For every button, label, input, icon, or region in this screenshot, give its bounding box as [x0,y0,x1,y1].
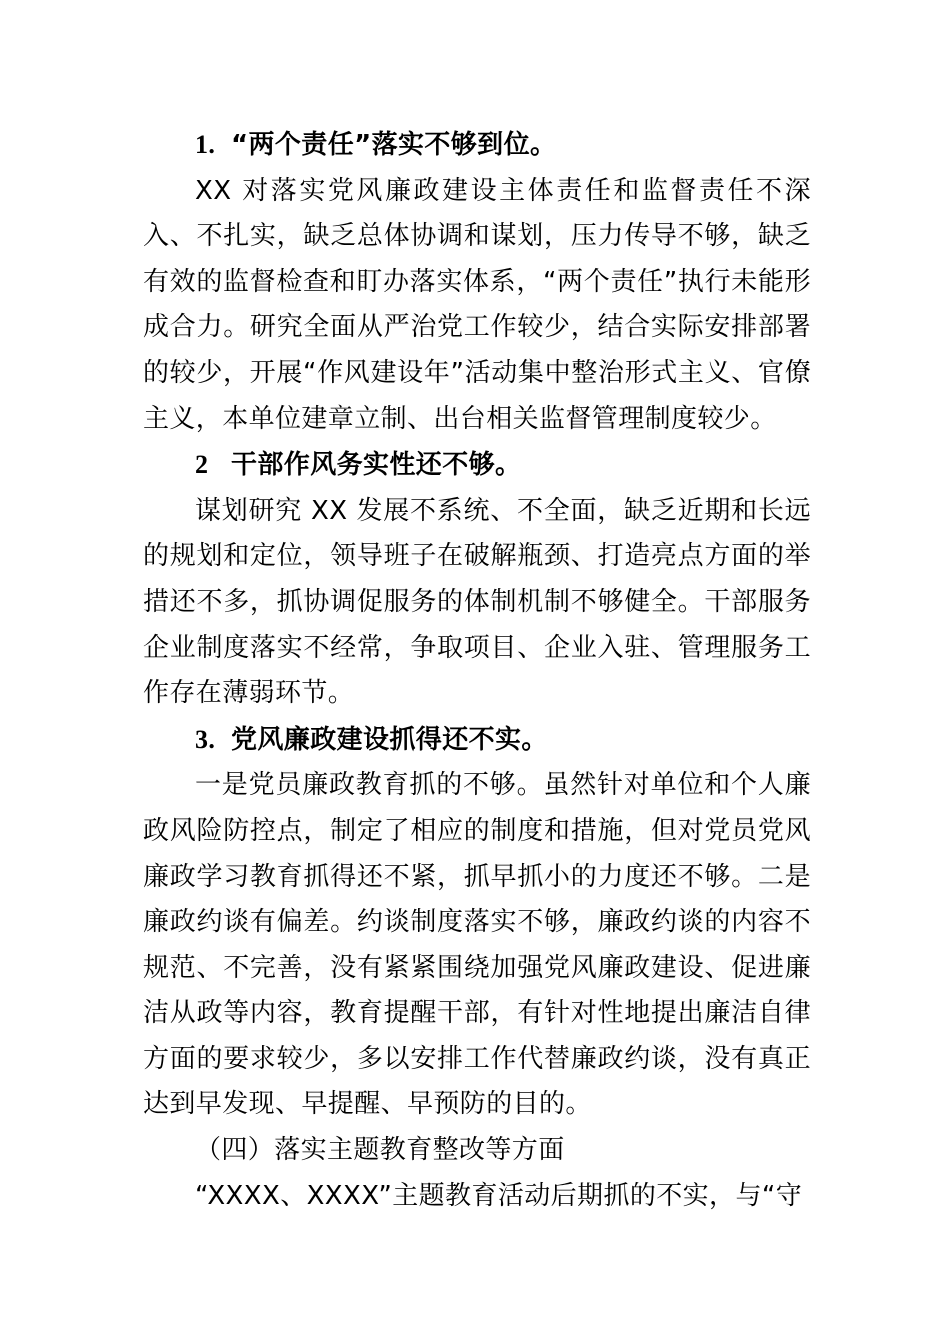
section-paragraph-1: XX 对落实党风廉政建设主体责任和监督责任不深入、不扎实，缺乏总体协调和谋划，压力传导不够，缺乏有效的监督检查和盯办落实体系，“两个责任”执行未能形成合力。研究全面从严治党工作较少，结合实际安排部署的较少，开展“作风建设年”活动集中整治形式主义、官僚主义，本单位建章立制、出台相关监督管理制度较少。 [143,175,811,434]
document-body [143,122,811,1219]
section-number-3: 3. [195,724,216,754]
section-paragraph-2: 谋划研究 XX 发展不系统、不全面，缺乏近期和长远的规划和定位，领导班子在破解瓶颈、打造亮点方面的举措还不多，抓协调促服务的体制机制不够健全。干部服务企业制度落实不经常，争取项目、企业入驻、管理服务工作存在薄弱环节。 [143,495,811,709]
section-heading-1 [143,122,811,169]
section-heading-2 [143,442,811,489]
closing-paragraph: “XXXX、XXXX”主题教育活动后期抓的不实，与“守 [195,1180,803,1211]
section-number-1: 1. [195,130,216,159]
section-title-3: 党风廉政建设抓得还不实。 [231,724,548,755]
section-paragraph-3: 一是党员廉政教育抓的不够。虽然针对单位和个人廉政风险防控点，制定了相应的制度和措施，但对党员党风廉政学习教育抓得还不紧，抓早抓小的力度还不够。二是廉政约谈有偏差。约谈制度落实不够，廉政约谈的内容不规范、不完善，没有紧紧围绕加强党风廉政建设、促进廉洁从政等内容，教育提醒干部，有针对性地提出廉洁自律方面的要求较少，多以安排工作代替廉政约谈，没有真正达到早发现、早提醒、早预防的目的。 [143,770,811,1120]
section-title-1: “两个责任”落实不够到位。 [231,130,557,160]
section-heading-3 [143,717,811,764]
section-number-2: 2 [195,450,209,480]
subheading: （四）落实主题教育整改等方面 [195,1135,565,1166]
section-title-2: 干部作风务实性还不够。 [231,450,522,481]
